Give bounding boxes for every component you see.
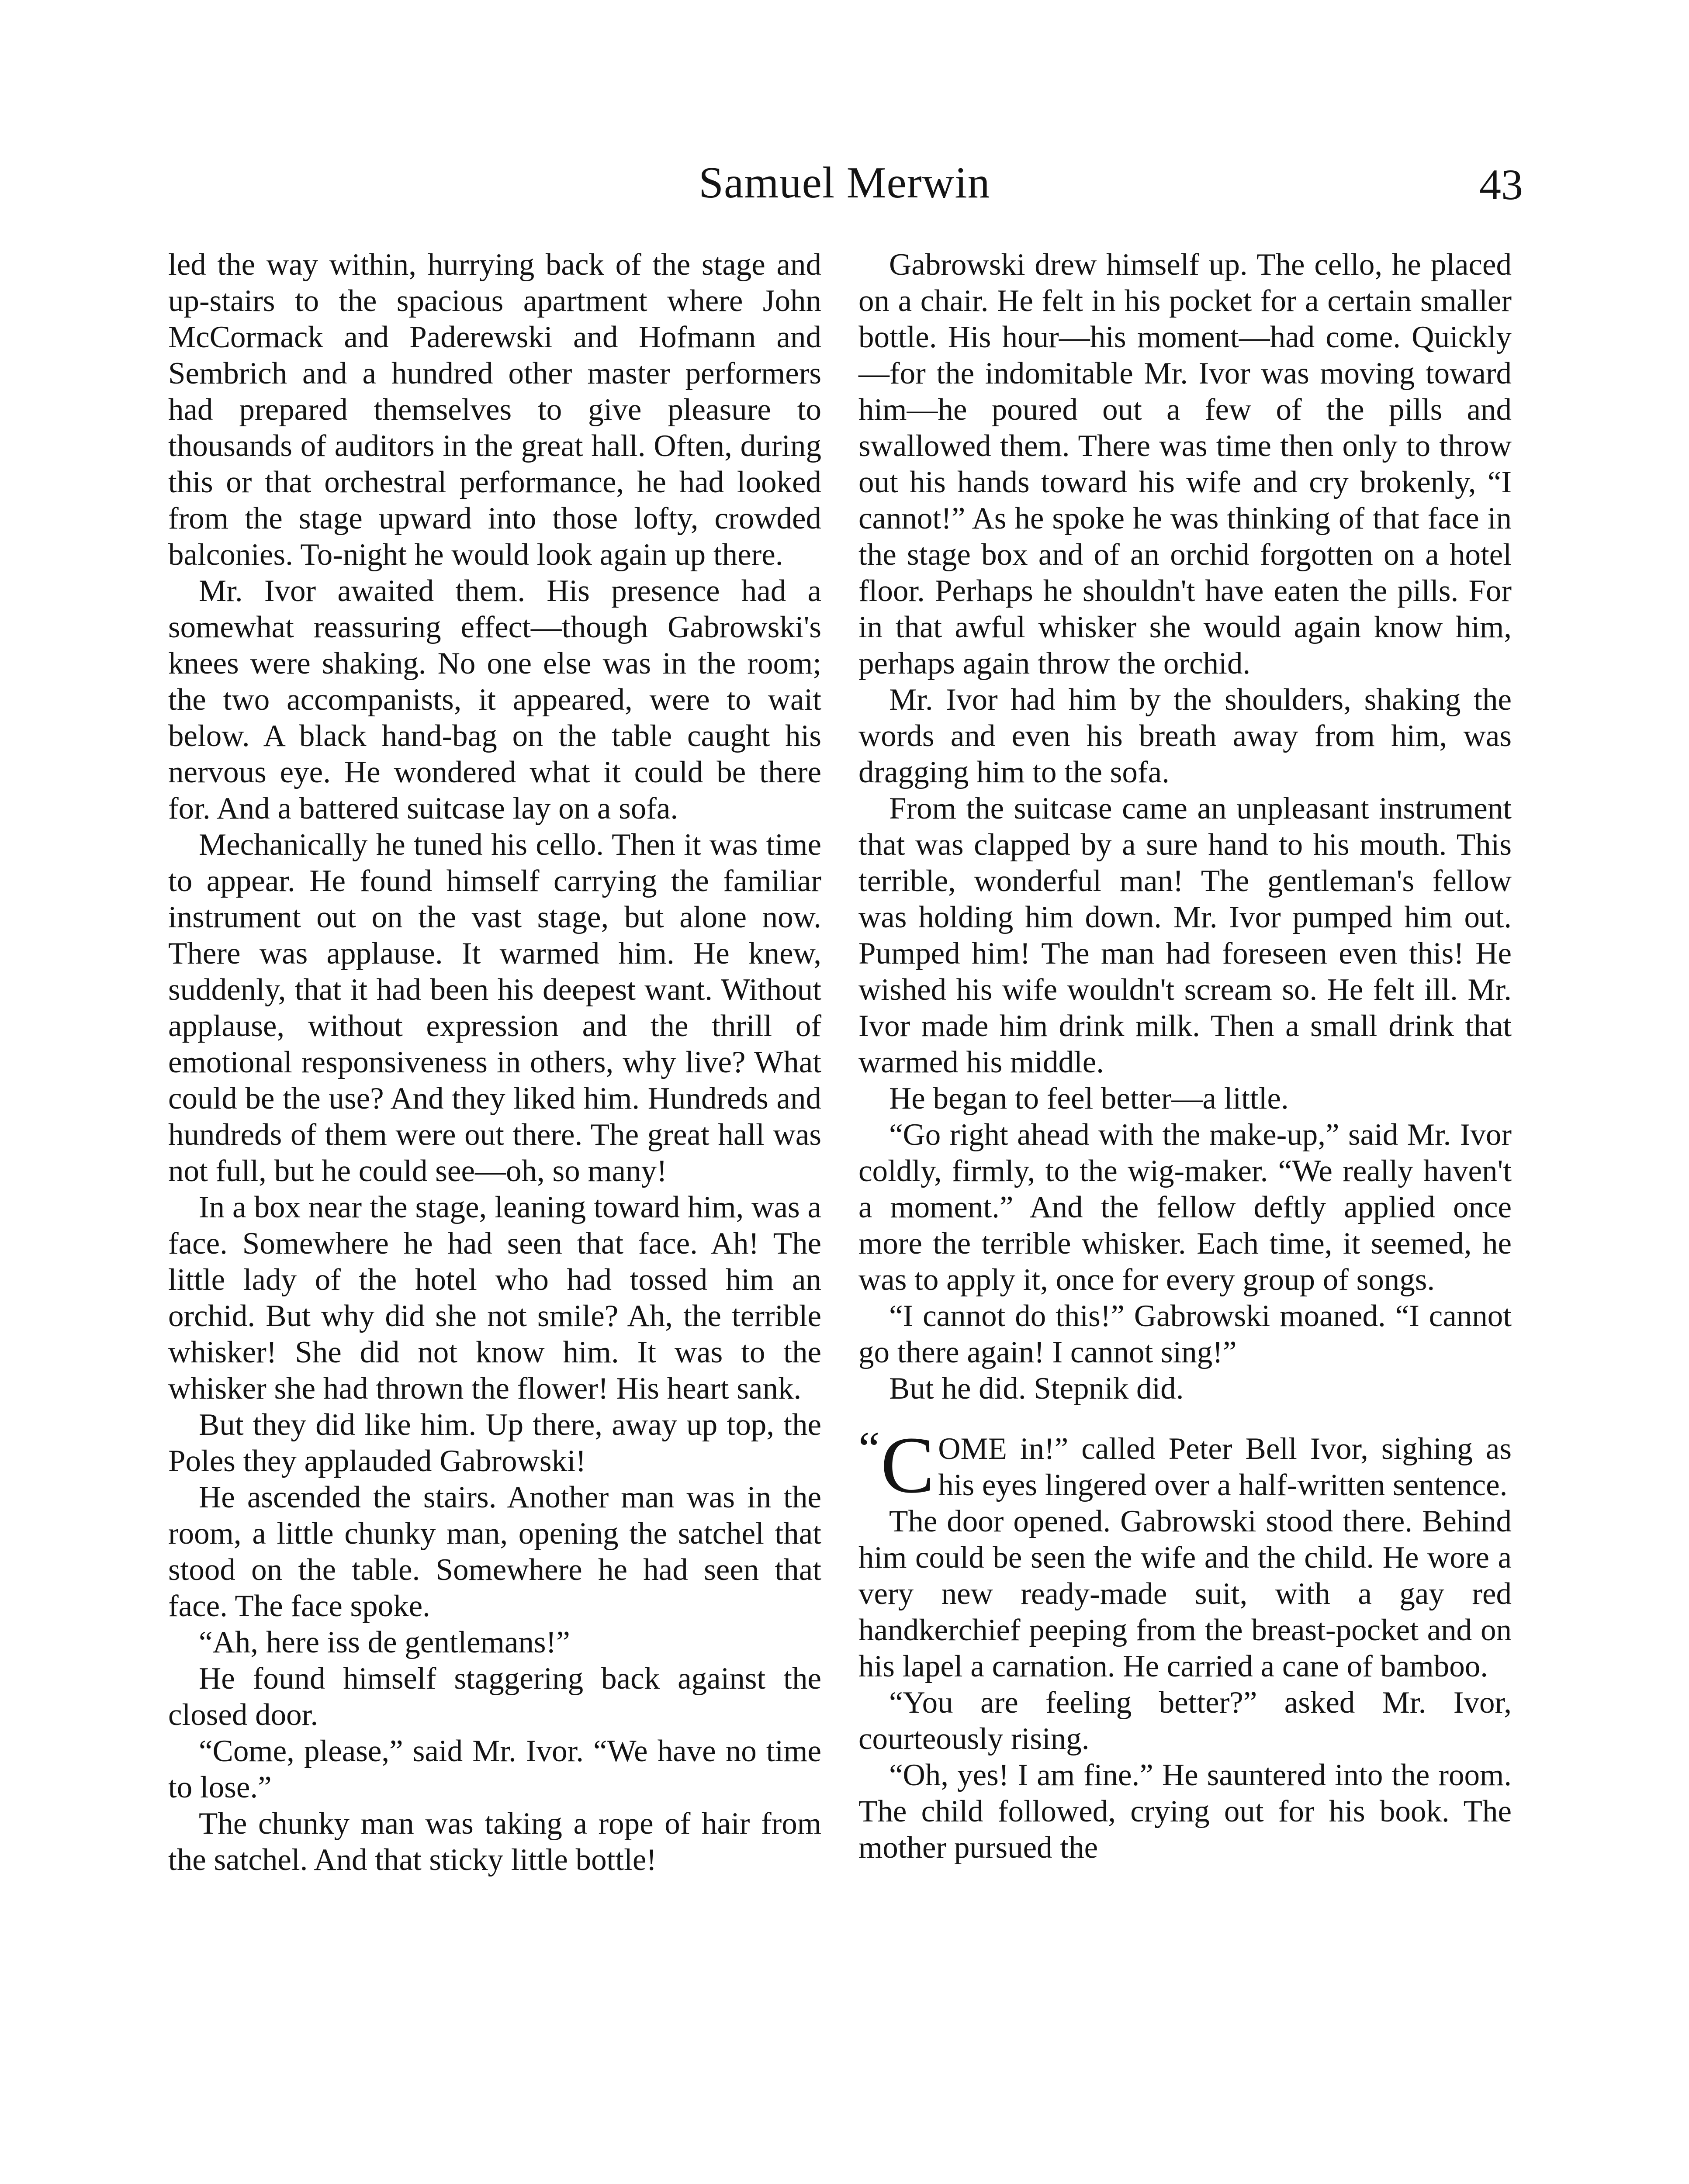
paragraph: Mr. Ivor had him by the shoulders, shaking the words and even his breath away from him, was dragging him to the sofa. bbox=[858, 683, 1512, 789]
drop-cap-letter: C bbox=[880, 1420, 935, 1510]
paragraph: “Go right ahead with the make-up,” said Mr. Ivor coldly, firmly, to the wig-maker. “We really haven't a moment.” And the fellow deftly applied once more the terrible whisker. Each time, it seemed, he was to apply it, once for every group of songs. bbox=[858, 1118, 1512, 1297]
paragraph: “Ah, here iss de gentlemans!” bbox=[199, 1625, 570, 1659]
paragraph: He found himself staggering back against the closed door. bbox=[168, 1662, 821, 1732]
opening-quote-mark: “ bbox=[858, 1422, 880, 1475]
paragraph: But he did. Stepnik did. bbox=[889, 1372, 1184, 1406]
left-text-column bbox=[168, 247, 821, 1878]
author-running-title: Samuel Merwin bbox=[699, 158, 990, 207]
paragraph: But they did like him. Up there, away up top, the Poles they applauded Gabrowski! bbox=[168, 1408, 821, 1478]
paragraph: Mr. Ivor awaited them. His presence had a somewhat reassuring effect—though Gabrowski's knees were shaking. No one else was in the room; the two accompanists, it appeared, were to wait below. A black hand-bag on the table caught his nervous eye. He wondered what it could be there for. And a battered suitcase lay on a sofa. bbox=[168, 574, 821, 826]
paragraph: In a box near the stage, leaning toward him, was a face. Somewhere he had seen that face. Ah! The little lady of the hotel who had tossed him an orchid. But why did she not smile? Ah, the terrible whisker! She did not know him. It was to the whisker she had thrown the flower! His heart sank. bbox=[168, 1190, 821, 1406]
section-break bbox=[858, 1407, 1512, 1431]
section-opening-paragraph bbox=[858, 1420, 1512, 1510]
paragraph: “You are feeling better?” asked Mr. Ivor, courteously rising. bbox=[858, 1686, 1512, 1756]
paragraph: “Come, please,” said Mr. Ivor. “We have no time to lose.” bbox=[168, 1734, 821, 1804]
paragraph: From the suitcase came an unpleasant instrument that was clapped by a sure hand to his mouth. This terrible, wonderful man! The gentleman's fellow was holding him down. Mr. Ivor pumped him out. Pumped him! The man had foreseen even this! He wished his wife wouldn't scream so. He felt ill. Mr. Ivor made him drink milk. Then a small drink that warmed his middle. bbox=[858, 791, 1512, 1079]
opening-text: OME in!” called Peter Bell Ivor, sighing as his eyes lingered over a half-written sentence. bbox=[938, 1432, 1512, 1502]
paragraph: The door opened. Gabrowski stood there. Behind him could be seen the wife and the child. He wore a very new ready-made suit, with a gay red handkerchief peeping from the breast-pocket and on his lapel a carnation. He carried a cane of bamboo. bbox=[858, 1504, 1512, 1683]
paragraph: “Oh, yes! I am fine.” He sauntered into the room. The child followed, crying out for his book. The mother pursued the bbox=[858, 1758, 1512, 1865]
paragraph: Mechanically he tuned his cello. Then it was time to appear. He found himself carrying the familiar instrument out on the vast stage, but alone now. There was applause. It warmed him. He knew, suddenly, that it had been his deepest want. Without applause, without expression and the thrill of emotional responsiveness in others, why live? What could be the use? And they liked him. Hundreds and hundreds of them were out there. The great hall was not full, but he could see—oh, so many! bbox=[168, 828, 821, 1188]
right-text-column bbox=[858, 247, 1512, 1866]
paragraph: Gabrowski drew himself up. The cello, he placed on a chair. He felt in his pocket for a certain smaller bottle. His hour—his moment—had come. Quickly—for the indomitable Mr. Ivor was moving toward him—he poured out a few of the pills and swallowed them. There was time then only to throw out his hands toward his wife and cry brokenly, “I cannot!” As he spoke he was thinking of that face in the stage box and of an orchid forgotten on a hotel floor. Perhaps he shouldn't have eaten the pills. For in that awful whisker she would again know him, perhaps again throw the orchid. bbox=[858, 248, 1512, 681]
paragraph: He ascended the stairs. Another man was in the room, a little chunky man, opening the satchel that stood on the table. Somewhere he had seen that face. The face spoke. bbox=[168, 1480, 821, 1623]
paragraph: He began to feel better—a little. bbox=[889, 1082, 1289, 1116]
paragraph: led the way within, hurrying back of the stage and up-stairs to the spacious apartment where John McCormack and Paderewski and Hofmann and Sembrich and a hundred other master performers had prepared themselves to give pleasure to thousands of auditors in the great hall. Often, during this or that orchestral performance, he had looked from the stage upward into those lofty, crowded balconies. To-night he would look again up there. bbox=[168, 248, 821, 572]
paragraph: The chunky man was taking a rope of hair from the satchel. And that sticky little bottle! bbox=[168, 1807, 821, 1877]
page-number: 43 bbox=[1479, 160, 1523, 209]
paragraph: “I cannot do this!” Gabrowski moaned. “I cannot go there again! I cannot sing!” bbox=[858, 1299, 1512, 1369]
